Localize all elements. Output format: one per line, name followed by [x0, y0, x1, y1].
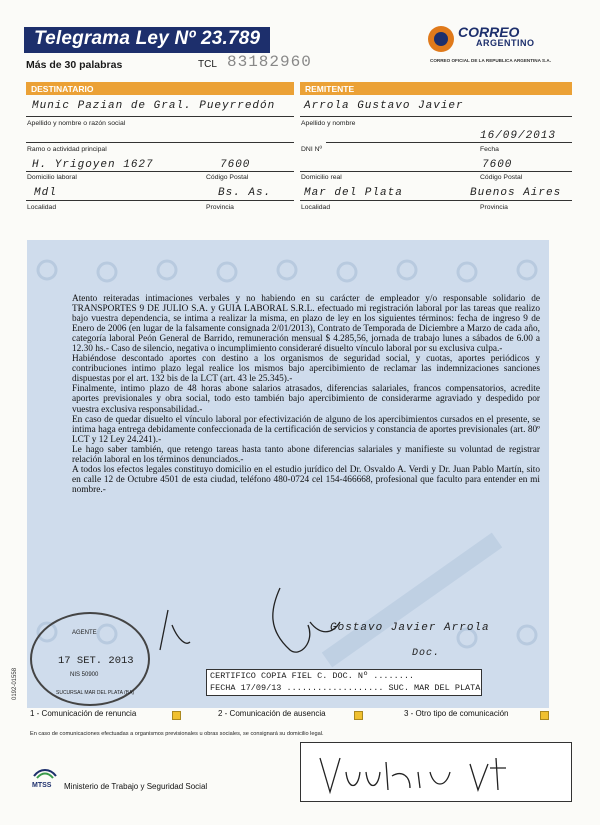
tcl-number: 83182960 — [227, 53, 312, 71]
logo-brand-sub: ARGENTINO — [476, 38, 535, 48]
divider — [26, 142, 294, 143]
destinatario-address-value: H. Yrigoyen 1627 — [32, 159, 154, 171]
side-serial-code: 0192-01558 — [12, 667, 18, 700]
body-paragraph: Habiéndose descontado aportes con destino a los organismos de seguridad social, y cuotas, aportes periódicos y contribuciones intimo plazo legal realice los mismos bajo apercibimiento de reclamar las indemnizaciones sanciones dispuestas por el art. 132 bis de la LCT (art. 43 le 25.345).- — [72, 354, 540, 385]
message-body — [72, 294, 540, 495]
remitente-locality-label: Localidad — [301, 204, 331, 211]
logo-tagline: CORREO OFICIAL DE LA REPUBLICA ARGENTINA S.A. — [430, 58, 551, 63]
signature-note: Doc. — [412, 648, 441, 659]
divider — [326, 142, 572, 143]
option-otro-label: 3 - Otro tipo de comunicación — [404, 709, 509, 718]
body-paragraph: Atento reiteradas intimaciones verbales y no habiendo en su carácter de empleador y/o responsable solidario de TRANSPORTES 9 DE JULIO S.A. y GUIA LABORAL S.R.L. efectuado mi registración laboral por las tareas que realizo bajo vuestra dependencia, se intima a realizar la misma, en plazo de ley en los siguientes términos: fecha de ingreso 9 de Enero de 2006 (en lugar de la falsamente consignada 2/01/2013), Contrato de Temporada de Diciembre a Marzo de cada año, categoría laboral Peón General de Barrido, remuneración mensual $ 4.285,56, jornada de trabajo lunes a sábados de 6.00 a 12.30 hs.- Caso de silencio, negativa o incumplimiento consideraré disuelto vínculo laboral por su exclusiva culpa.- — [72, 294, 540, 355]
signature-caption: Gostavo Javier Arrola — [330, 622, 490, 634]
destinatario-name-value: Munic Pazian de Gral. Pueyrredón — [32, 100, 276, 112]
certification-line-1: CERTIFICO COPIA FIEL C. DOC. Nº ........ — [210, 671, 415, 681]
option-renuncia-label: 1 - Comunicación de renuncia — [30, 709, 137, 718]
divider — [26, 171, 294, 172]
handwritten-signature-sender — [150, 580, 350, 670]
remitente-postal-value: 7600 — [482, 159, 513, 171]
destinatario-header: DESTINATARIO — [26, 82, 294, 95]
option-ausencia-label: 2 - Comunicación de ausencia — [218, 709, 326, 718]
divider — [26, 116, 294, 117]
divider — [300, 200, 572, 201]
body-paragraph: Finalmente, intimo plazo de 48 horas abone salarios atrasados, diferencias salariales, francos compensatorios, acredite aportes previsionales y obra social, todo esto también bajo apercibimiento de considerarme agraviado y despedido por vuestra exclusiva responsabilidad.- — [72, 384, 540, 415]
remitente-date-label: Fecha — [480, 146, 499, 153]
remitente-name-value: Arrola Gustavo Javier — [304, 100, 464, 112]
remitente-province-label: Provincia — [480, 204, 508, 211]
divider — [300, 116, 572, 117]
divider — [300, 171, 572, 172]
destinatario-postal-value: 7600 — [220, 159, 251, 171]
body-paragraph: Le hago saber también, que retengo tareas hasta tanto abone diferencias salariales y manifieste su voluntad de registrar relación laboral en los términos denunciados.- — [72, 444, 540, 465]
stamp-office: SUCURSAL MAR DEL PLATA (BA) — [56, 690, 135, 696]
destinatario-postal-label: Código Postal — [206, 174, 249, 181]
divider — [26, 200, 294, 201]
certification-line-2: FECHA 17/09/13 ................... SUC. MAR DEL PLATA — [210, 683, 481, 693]
destinatario-province-value: Bs. As. — [218, 187, 272, 199]
correo-logo-wave-icon — [434, 32, 448, 46]
remitente-dni-label: DNI Nº — [301, 146, 322, 153]
logo-brand-name: CORREO — [458, 24, 520, 40]
body-paragraph: A todos los efectos legales constituyo domicilio en el estudio jurídico del Dr. Osvaldo A. Verdi y Dr. Juan Pablo Martín, sito en calle 12 de Octubre 4501 de esta ciudad, teléfono 480-0724 cel 154-466668, profesional que faculto para entender en mi nombre.- — [72, 464, 540, 495]
ministry-name: Ministerio de Trabajo y Seguridad Social — [64, 782, 208, 791]
remitente-header: REMITENTE — [300, 82, 572, 95]
remitente-name-label: Apellido y nombre — [301, 120, 356, 127]
option-ausencia-checkbox[interactable] — [354, 711, 363, 720]
destinatario-province-label: Provincia — [206, 204, 234, 211]
destinatario-address-label: Domicilio laboral — [27, 174, 77, 181]
remitente-date-value: 16/09/2013 — [480, 130, 557, 142]
option-renuncia-checkbox[interactable] — [172, 711, 181, 720]
destinatario-locality-value: Mdl — [34, 187, 57, 199]
destinatario-name-label: Apellido y nombre o razón social — [27, 120, 126, 127]
destinatario-activity-label: Ramo o actividad principal — [27, 146, 107, 153]
mtss-logo-icon — [32, 766, 58, 780]
option-otro-checkbox[interactable] — [540, 711, 549, 720]
telegram-title: Telegrama Ley Nº 23.789 — [24, 27, 270, 53]
remitente-locality-value: Mar del Plata — [304, 187, 403, 199]
word-count-note: Más de 30 palabras — [26, 59, 123, 71]
remitente-province-value: Buenos Aires — [470, 187, 562, 199]
remitente-postal-label: Código Postal — [480, 174, 523, 181]
stamp-date: 17 SET. 2013 — [58, 655, 134, 667]
footnote-text: En caso de comunicaciones efectuadas a organismos previsionales u obras sociales, se consignará su domicilio legal. — [30, 731, 324, 737]
remitente-address-label: Domicilio real — [301, 174, 342, 181]
stamp-code: NIS 50900 — [70, 672, 99, 678]
ministry-abbreviation: MTSS — [32, 782, 52, 789]
handwritten-signature-bottom — [300, 742, 572, 802]
body-paragraph: En caso de quedar disuelto el vínculo laboral por efectivización de alguno de los apercibimientos cursados en el presente, se intima haga entrega debidamente confeccionada de la certificación de servicios y constancia de aportes previsionales (art. 80º LCT y 12 Ley 24.241).- — [72, 414, 540, 445]
tcl-label: TCL — [198, 59, 217, 70]
destinatario-locality-label: Localidad — [27, 204, 57, 211]
stamp-agent-text: AGENTE — [72, 630, 97, 636]
